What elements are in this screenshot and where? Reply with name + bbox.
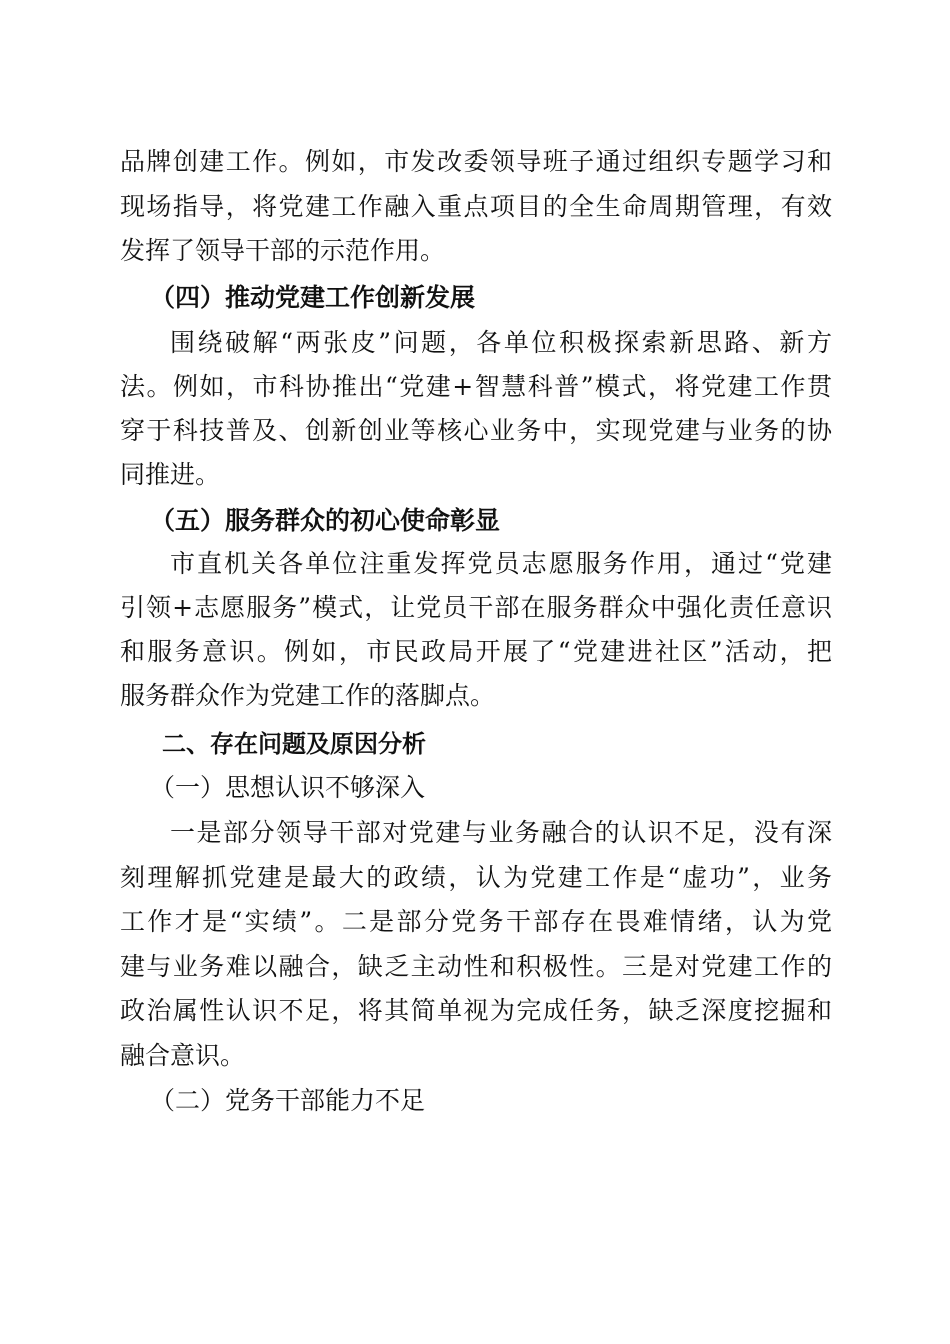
- paragraph-line: 发挥了领导干部的示范作用。: [120, 236, 446, 265]
- subheading-5: （五）服务群众的初心使命彰显: [150, 506, 501, 535]
- paragraph-line: 引领+志愿服务”模式，让党员干部在服务群众中强化责任意识: [120, 593, 832, 622]
- subheading-1: （一）思想认识不够深入: [150, 773, 426, 802]
- paragraph-line: 品牌创建工作。例如，市发改委领导班子通过组织专题学习和: [120, 147, 832, 176]
- paragraph-line: 政治属性认识不足，将其简单视为完成任务，缺乏深度挖掘和: [120, 996, 832, 1025]
- subheading-4: （四）推动党建工作创新发展: [150, 283, 476, 312]
- section-heading-2: 二、存在问题及原因分析: [162, 730, 426, 758]
- paragraph-line: 服务群众作为党建工作的落脚点。: [120, 681, 496, 710]
- paragraph-line: 法。例如，市科协推出“党建+智慧科普”模式，将党建工作贯: [120, 372, 832, 401]
- paragraph-line: 建与业务难以融合，缺乏主动性和积极性。三是对党建工作的: [120, 952, 832, 981]
- paragraph-line: 穿于科技普及、创新创业等核心业务中，实现党建与业务的协: [120, 416, 832, 445]
- paragraph-line: 融合意识。: [120, 1041, 246, 1070]
- paragraph-line: 和服务意识。例如，市民政局开展了“党建进社区”活动，把: [120, 637, 832, 666]
- paragraph-line: 刻理解抓党建是最大的政绩，认为党建工作是“虚功”，业务: [120, 863, 832, 892]
- paragraph-line: 围绕破解“两张皮”问题，各单位积极探索新思路、新方: [170, 328, 832, 357]
- paragraph-line: 现场指导，将党建工作融入重点项目的全生命周期管理，有效: [120, 192, 832, 221]
- paragraph-line: 工作才是“实绩”。二是部分党务干部存在畏难情绪，认为党: [120, 907, 832, 936]
- subheading-2: （二）党务干部能力不足: [150, 1086, 426, 1115]
- paragraph-line: 一是部分领导干部对党建与业务融合的认识不足，没有深: [170, 818, 832, 847]
- paragraph-line: 市直机关各单位注重发挥党员志愿服务作用，通过“党建: [170, 549, 832, 578]
- paragraph-line: 同推进。: [120, 460, 221, 489]
